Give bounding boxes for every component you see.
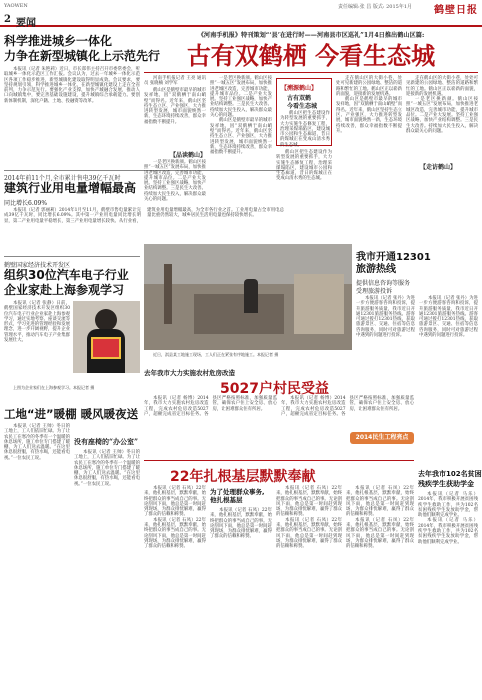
zone-kicker: 鹤壁国家经济技术开发区 — [4, 262, 71, 269]
photo-caption: 近日，淇县某工地施工现场，工人们正在紧张有序地施工。本报记者 摄 — [153, 352, 279, 357]
power-sub: 同比增长6.09% — [4, 200, 48, 207]
feature-col-3: 鹤山区把生态建设作为转型发展的重要抓手，大力实施生态修复工程，治理采煤塌陷区，建设城市公园和生态廊道，昔日的煤城正在变成山清水秀的生态城。 — [276, 150, 332, 182]
middle-body: 本报讯（记者 杨博）2014年，我市大力实施农村危房改造工程，完成农村危房改造5027户，超额完成省定目标任务。各县区严格按照标准，加强质量监管，确保农户住上安全房、放心房，让困难群众住有所居。 本报讯（记者 杨博）2014年，我市大力实施农村危房改造工程，完成农村危房改造5027户，超额完成省定目标任务。各县区严格按照标准，加强质量监管，确保农户住上安全房、放心房，让困难群众住有所居。 — [144, 396, 414, 417]
bottom-col-4: 本报讯（记者 石凤）22年来，他扎根基层，默默奉献，始终把群众的事当成自己的事。无论刮风下雨，他总是第一时间赶到现场，为群众排忧解难，赢得了群众的信赖和称赞。 本报讯（记者 石凤）22年来，他扎根基层，默默奉献，始终把群众的事当成自己的事。无论刮风下雨，他总是第一时间赶到现场，为群众排忧解难，赢得了群众的信赖和称赞。 — [346, 486, 414, 550]
bottom-col-2: 本报讯（记者 石凤）22年来，他扎根基层，默默奉献，始终把群众的事当成自己的事。无论刮风下雨，他总是第一时间赶到现场，为群众排忧解难，赢得了群众的信赖和称赞。 — [210, 508, 272, 540]
feature-sub-pinldu: 【品读鹤山】 — [170, 152, 207, 159]
bottom-headline: 22年扎根基层默默奉献 — [170, 469, 316, 485]
feature-box-body: 鹤山区把生态建设作为转型发展的重要抓手，大力实施生态修复工程，治理采煤塌陷区，建设城市公园和生态廊道，昔日的煤城正在变成山清水秀的生态城。 — [280, 111, 330, 148]
worker-subhead: 没有座椅的“办公室” — [74, 437, 139, 446]
middle-kicker: 去年我市大力实施农村危房改造 — [144, 369, 235, 377]
feature-series: 《河南手机报》特刊策划“‘县’在进行时——河南县市区巡礼”1月4日推出鹤山区篇: — [197, 32, 425, 39]
right-second-headline-2: 残疾学生获助学金 — [418, 480, 474, 488]
masthead: 鹤壁日报 — [434, 5, 478, 16]
power-headline: 建筑行业用电量增幅最高 — [4, 181, 137, 195]
left-story-headline-1: 科学推进城乡一体化 — [4, 34, 113, 48]
zone-headline-1: 组织30位汽车电子行业 — [4, 268, 129, 282]
power-kicker: 2014年前11个月,全市累计售电39亿千瓦时 — [4, 175, 121, 182]
divider — [4, 256, 140, 257]
worker-body-2: 本报讯（记者 王帅）冬日的工地上，工人们依旧忙碌。为了让农民工在寒冷的冬季有一个温暖的休息场所，施工单位专门搭建了暖棚，为工人们送去温暖。“在这里休息很舒服，有热水喝，还能看电视。”一位农民工说。 — [74, 450, 140, 487]
right-headline-2: 旅游热线 — [356, 264, 396, 275]
feature-box-sub: 今看生态城 — [287, 103, 318, 110]
feature-byline: 河南手机报记者 王亮 通讯员 张晓楠 刘学军 — [144, 76, 206, 87]
feature-box — [276, 78, 332, 146]
construction-photo — [144, 244, 352, 350]
topbar-right: 责任编辑:张 昌 版式: 2015年1月 — [337, 4, 412, 10]
page-section-bar — [0, 13, 482, 27]
bottom-kicker: 为了处理群众事务,他扎根基层 — [210, 488, 265, 504]
divider — [144, 72, 478, 73]
worker-body-1: 本报讯（记者 王帅）冬日的工地上，工人们依旧忙碌。为了让农民工在寒冷的冬季有一个温暖的休息场所，施工单位专门搭建了暖棚，为工人们送去温暖。“在这里休息很舒服，有热水喝，还能看电视。”一位农民工说。 — [4, 424, 70, 461]
divider — [144, 460, 414, 461]
right-sub-1: 提供信息咨询等服务 — [356, 280, 411, 287]
bottom-col-1: 本报讯（记者 石凤）22年来，他扎根基层，默默奉献，始终把群众的事当成自己的事。无论刮风下雨，他总是第一时间赶到现场，为群众排忧解难，赢得了群众的信赖和称赞。 本报讯（记者 石凤）22年来，他扎根基层，默默奉献，始终把群众的事当成自己的事。无论刮风下雨，他总是第一时间赶到现场，为群众排忧解难，赢得了群众的信赖和称赞。 — [144, 486, 206, 550]
middle-badge: 2014民生工程亮点 — [350, 432, 414, 444]
zone-photo-caption: 上图为企业家们在上海参观学习。本报记者 摄 — [13, 385, 95, 390]
feature-box-title: 古有双鹤 — [287, 95, 312, 102]
zone-photo — [73, 301, 140, 373]
feature-col-1b: 一是老区换新颜。鹤山区按照“一城五区”发展布局，加快推进老城区改造，完善城市功能，提升城市品位。二是产业大发展。坚持工业强区战略，加快产业结构调整。三是民生大改善。持续加大民生投入，解决群众最关心的问题。 — [144, 160, 206, 203]
feature-sub-suyuan: 【溯源鹤山】 — [281, 85, 318, 92]
section-title: 要闻 — [16, 18, 36, 29]
right-body: 本报讯（记者 张丹）为进一步方便游客咨询和投诉，提升旅游服务质量，我市近日开通12301旅游服务热线。游客可通过拨打12301热线，获取旅游景区、交通、住宿等信息咨询服务，同时可对旅游过程中遇到的问题进行投诉。 本报讯（记者 张丹）为进一步方便游客咨询和投诉，提升旅游服务质量，我市近日开通12301旅游服务热线。游客可通过拨打12301热线，获取旅游景区、交通、住宿等信息咨询服务，同时可对旅游过程中遇到的问题进行投诉。 — [356, 296, 478, 339]
zone-headline-2: 企业家赴上海参观学习 — [4, 283, 125, 297]
feature-headline: 古有双鹤栖 今看生态城 — [186, 42, 436, 70]
right-headline-1: 我市开通12301 — [356, 252, 431, 263]
bottom-col-3: 本报讯（记者 石凤）22年来，他扎根基层，默默奉献，始终把群众的事当成自己的事。无论刮风下雨，他总是第一时间赶到现场，为群众排忧解难，赢得了群众的信赖和称赞。 本报讯（记者 石凤）22年来，他扎根基层，默默奉献，始终把群众的事当成自己的事。无论刮风下雨，他总是第一时间赶到现场，为群众排忧解难，赢得了群众的信赖和称赞。 — [276, 486, 342, 550]
feature-col-1: 鹤山区是鹤壁市最早的城市发祥地，因“双鹤栖于南山峭壁”而得名。近年来，鹤山区坚持生态立区、产业强区，大力推进转型发展，城市面貌焕然一新，生态环境持续改善，群众幸福指数不断提升。 — [144, 88, 206, 125]
right-second-headline-1: 去年我市102名贫困 — [418, 470, 482, 478]
power-body: 本报讯（记者 郭丽莉）2014年1月至11月，鹤壁市售电量累计完成39亿千瓦时，同比增长6.09%。其中第一产业用电量同比增长明显，第二产业用电量平稳增长，第三产业用电量增长较快。从行业看，建筑业用电量增幅最高，为全市各行业之首。工业用电量占全市用电总量比重仍然较大，城乡居民生活用电量也保持较快增长。 — [4, 208, 284, 224]
right-second-body: 本报讯（记者 马乐）2014年，我市积极开展贫困残疾学生救助工作，共为102名贫困残疾学生发放助学金，帮助他们顺利完成学业。 本报讯（记者 马乐）2014年，我市积极开展贫困残疾学生救助工作，共为102名贫困残疾学生发放助学金，帮助他们顺利完成学业。 — [418, 492, 478, 545]
feature-sub-zoufang: 【走访鹤山】 — [420, 164, 457, 171]
left-story-headline-2: 力争在新型城镇化上示范先行 — [4, 49, 161, 63]
topbar-left: YAOWEN — [4, 3, 28, 9]
right-sub-2: 受理旅游投诉 — [356, 288, 393, 295]
page-topbar — [0, 0, 482, 16]
worker-headline: 工地“进”暖棚 暖风暖夜送 — [4, 407, 139, 421]
feature-col-2: 一是老区换新颜。鹤山区按照“一城五区”发展布局，加快推进老城区改造，完善城市功能，提升城市品位。二是产业大发展。坚持工业强区战略，加快产业结构调整。三是民生大改善。持续加大民生投入，解决群众最关心的问题。 鹤山区是鹤壁市最早的城市发祥地，因“双鹤栖于南山峭壁”而得名。近年来，鹤山区坚持生态立区、产业强区，大力推进转型发展，城市面貌焕然一新，生态环境持续改善，群众幸福指数不断提升。 — [210, 76, 272, 156]
page-number: 2 — [4, 14, 11, 25]
left-story-body: 本报讯（记者 朱艳莉）近日，市长郑伟主持召开市委常委会，听取城乡一体化示范区工作汇报。会议认为，过去一年城乡一体化示范区各项工作稳步推进，新型城镇化建设取得明显成效。会议要求，要坚持规划引领，科学推进城乡一体化，在新型城镇化建设上走在全省前列，力争示范先行。要强化产业支撑，加快产城融合发展，推动人口向城镇集中，要完善基础设施建设，提升城镇综合承载能力。要创新体制机制，深化户籍、土地、投融资等改革。 — [4, 67, 140, 104]
feature-col-5: 走在鹤山区的大街小巷，处处可见新建的公园绿地、整洁的道路和繁忙的工地。鹤山区正以崭新的面貌，迎接新的发展机遇。 一是老区换新颜。鹤山区按照“一城五区”发展布局，加快推进老城区改造，完善城市功能，提升城市品位。二是产业大发展。坚持工业强区战略，加快产业结构调整。三是民生大改善。持续加大民生投入，解决群众最关心的问题。 — [406, 76, 478, 134]
middle-headline: 5027户村民受益 — [220, 381, 329, 397]
feature-col-4: 走在鹤山区的大街小巷，处处可见新建的公园绿地、整洁的道路和繁忙的工地。鹤山区正以崭新的面貌，迎接新的发展机遇。 鹤山区是鹤壁市最早的城市发祥地，因“双鹤栖于南山峭壁”而得名。近年来，鹤山区坚持生态立区、产业强区，大力推进转型发展，城市面貌焕然一新，生态环境持续改善，群众幸福指数不断提升。 — [336, 76, 402, 134]
zone-body: 本报讯（记者 张静）日前，鹤壁国家经济技术开发区组织30位汽车电子行业企业家赴上海参观学习，通过实地考察、座谈交流等形式，学习先进的管理经验和发展理念，进一步开阔视野，提升企业管理水平，推动汽车电子产业集群发展壮大。 — [4, 301, 70, 344]
